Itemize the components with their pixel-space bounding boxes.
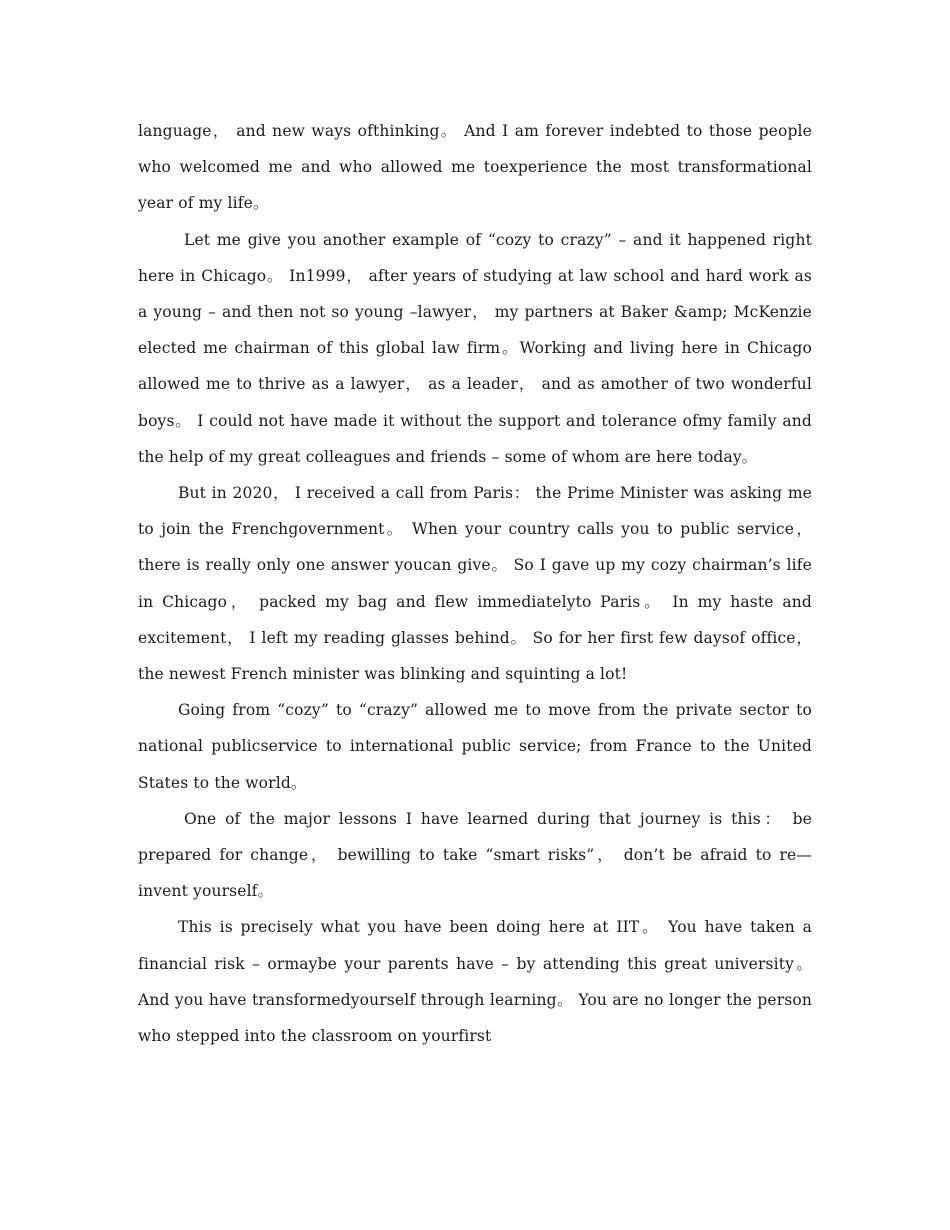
body-text <box>138 113 812 1054</box>
paragraph-major-lessons: One of the major lessons I have learned during that journey is this： be prepared for change， bewilling to take “smart risks”， don’t be afraid to re—invent yourself。 <box>138 809 812 901</box>
paragraph-call-from-paris: But in 2020， I received a call from Paris： the Prime Minister was asking me to join the Frenchgovernment。 When your country calls you to public service， there is really only one answer youcan give。 So I gave up my cozy chairman’s life in Chicago， packed my bag and flew immediatelyto Paris。 In my haste and excitement， I left my reading glasses behind。 So for her first few daysof office， the newest French minister was blinking and squinting a lot! <box>138 484 812 684</box>
paragraph-continuation: language， and new ways ofthinking。 And I am forever indebted to those people who welcomed me and who allowed me toexperience the most transformational year of my life。 <box>138 122 812 213</box>
paragraph-iit: This is precisely what you have been doing here at IIT。 You have taken a financial risk – ormaybe your parents have – by attending this great university。 And you have transformedyourself through learning。 You are no longer the person who stepped into the classroom on yourfirst <box>138 918 812 1046</box>
paragraph-public-service: Going from “cozy” to “crazy” allowed me to move from the private sector to national publicservice to international public service; from France to the United States to the world。 <box>138 701 812 792</box>
paragraph-cozy-to-crazy-chicago: Let me give you another example of “cozy to crazy” – and it happened right here in Chicago。 In1999， after years of studying at law school and hard work as a young – and then not so young –lawyer， my partners at Baker &amp; McKenzie elected me chairman of this global law firm。Working and living here in Chicago allowed me to thrive as a lawyer， as a leader， and as amother of two wonderful boys。 I could not have made it without the support and tolerance ofmy family and the help of my great colleagues and friends – some of whom are here today。 <box>138 230 812 466</box>
